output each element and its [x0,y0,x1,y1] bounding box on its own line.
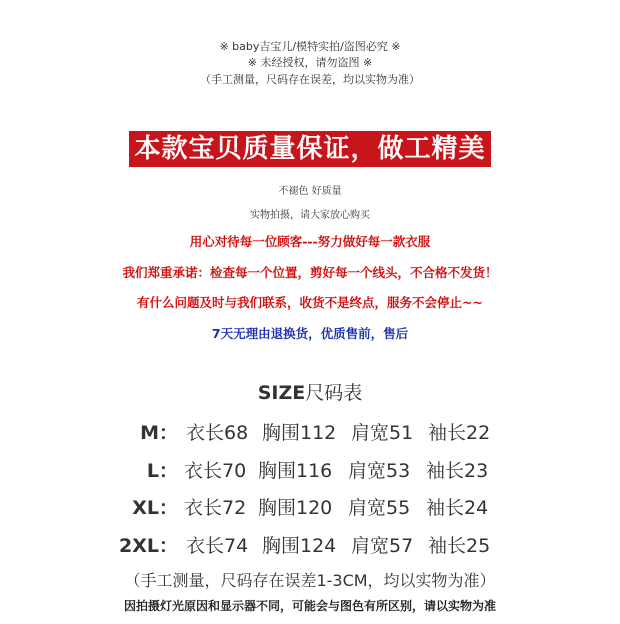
sleeve-value: 袖长23 [426,460,489,482]
length-value: 衣长68 [186,422,249,444]
size-row-l [0,456,620,482]
tag-line-1: 不褪色 好质量 [278,186,342,197]
quality-banner-text: 本款宝贝质量保证，做工精美 [129,131,490,167]
chest-value: 胸围112 [262,422,337,444]
copyright-line: ※ baby吉宝儿/模特实拍/盗图必究 ※ [219,40,401,53]
size-label: 2XL： [119,535,178,557]
size-label: XL： [132,497,178,519]
length-value: 衣长72 [184,497,247,519]
size-label: L： [146,460,178,482]
sleeve-value: 袖长22 [428,422,491,444]
return-policy-line: 7天无理由退换货，优质售前，售后 [211,326,409,341]
chest-value: 胸围116 [258,460,333,482]
shoulder-value: 肩宽53 [348,460,411,482]
size-title-bold: SIZE [257,382,306,404]
promise-line-3: 有什么问题及时与我们联系，收货不是终点，服务不会停止~~ [137,295,483,310]
size-title-rest: 尺码表 [305,382,363,404]
color-disclaimer: 因拍摄灯光原因和显示器不同，可能会与图色有所区别，请以实物为准 [123,599,496,613]
shoulder-value: 肩宽55 [348,497,411,519]
promise-line-1: 用心对待每一位顾客---努力做好每一款衣服 [189,234,431,249]
sleeve-value: 袖长25 [428,535,491,557]
no-copy-line: ※ 未经授权，请勿盗图 ※ [247,56,373,69]
measure-note-top: （手工测量，尺码存在误差，均以实物为准） [200,73,420,86]
chest-value: 胸围120 [258,497,333,519]
chest-value: 胸围124 [262,535,337,557]
measurement-note: （手工测量，尺码存在误差1-3CM，均以实物为准） [124,571,496,590]
size-table-title [0,378,620,405]
quality-banner [0,131,620,167]
length-value: 衣长70 [184,460,247,482]
shoulder-value: 肩宽51 [351,422,414,444]
size-row-2xl [0,531,620,557]
size-row-xl [0,493,620,519]
shoulder-value: 肩宽57 [351,535,414,557]
size-row-m [0,418,620,444]
size-label: M： [140,422,178,444]
promise-line-2: 我们郑重承诺：检查每一个位置，剪好每一个线头，不合格不发货！ [122,265,498,280]
length-value: 衣长74 [186,535,249,557]
sleeve-value: 袖长24 [426,497,489,519]
tag-line-2: 实物拍摄，请大家放心购买 [250,210,370,221]
